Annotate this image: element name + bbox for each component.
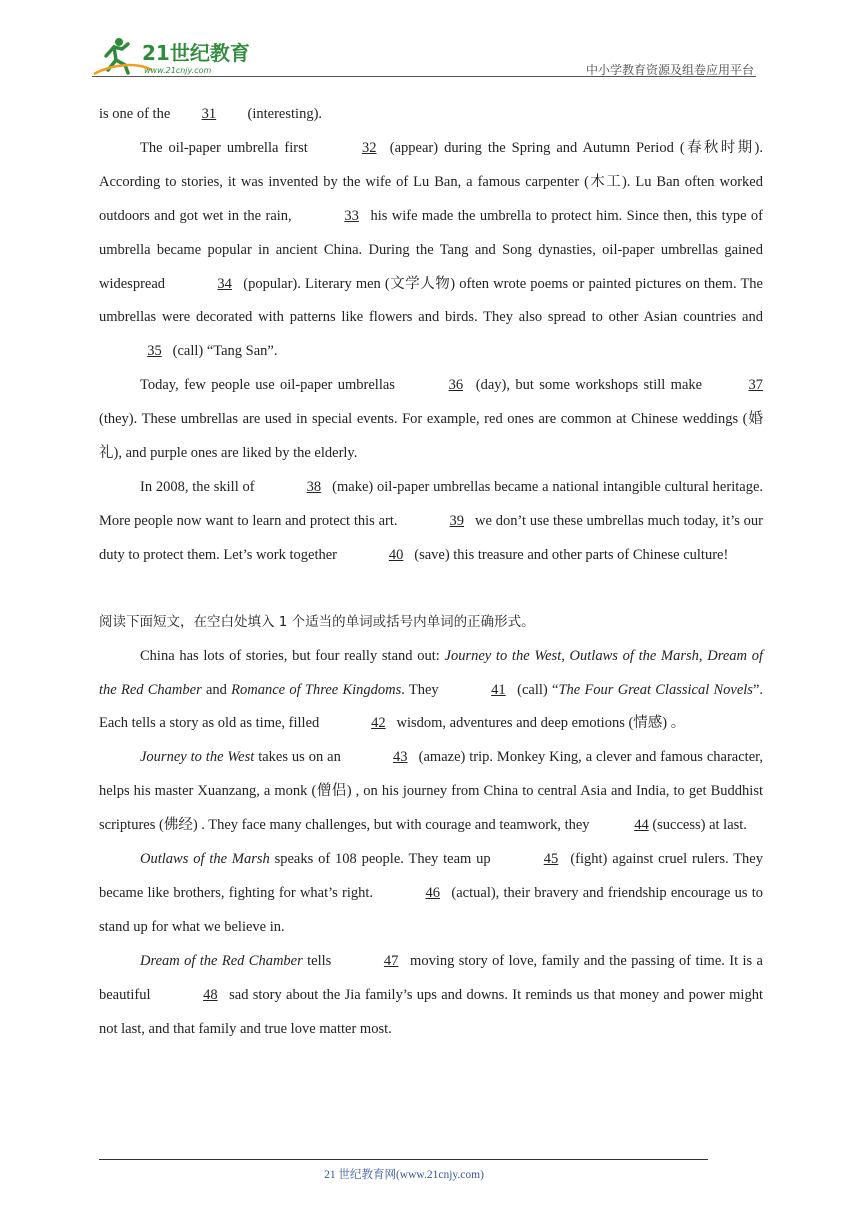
blank-32: 32 <box>362 139 377 156</box>
book-title: Romance of Three Kingdoms <box>231 681 402 698</box>
text: ”. Each tells a story as old as time, filled <box>99 681 763 732</box>
text: (make) oil-paper umbrellas became a national intangible cultural heritage. More people now want to learn and protect this art. <box>99 478 763 529</box>
header-platform-text: 中小学教育资源及组卷应用平台 <box>585 63 754 77</box>
section-instruction <box>99 606 763 640</box>
blank-41: 41 <box>491 681 506 698</box>
text: (call) “ <box>512 681 559 698</box>
paragraph-2 <box>99 132 763 369</box>
blank-37: 37 <box>748 377 763 394</box>
document-body <box>99 98 763 1046</box>
paragraph-3 <box>99 369 763 471</box>
book-title: Journey to the West <box>140 749 255 766</box>
text: moving story of love, family and the passing of time. It is a beautiful <box>99 952 763 1003</box>
page-header <box>92 34 756 78</box>
text: (actual), their bravery and friendship encourage us to stand up for what we believe in. <box>99 884 763 935</box>
text: In 2008, the skill of <box>140 478 259 495</box>
text: sad story about the Jia family’s ups and downs. It reminds us that money and power might not last, and that family and true love matter most. <box>99 986 763 1037</box>
instruction-text: 阅读下面短文，在空白处填入 1 个适当的单词或括号内单词的正确形式。 <box>99 613 535 630</box>
text: tells <box>302 952 336 969</box>
text: takes us on an <box>254 749 345 766</box>
text: speaks of 108 people. They team up <box>269 851 496 868</box>
blank-42: 42 <box>371 715 386 732</box>
site-logo <box>92 34 262 78</box>
text: (interesting). <box>243 106 323 122</box>
blank-38: 38 <box>306 478 322 495</box>
book-title: Dream of the Red Chamber <box>140 952 303 969</box>
book-titles: Journey to the West, Outlaws of the Marsh, Dream of the Red Chamber <box>99 647 763 698</box>
blank-34: 34 <box>217 275 232 292</box>
paragraph-7 <box>99 843 763 945</box>
text: (day), but some workshops still make <box>470 377 708 394</box>
text: (they). These umbrellas are used in special events. For example, red ones are common at Chinese weddings (婚礼), and purple ones are liked by the elderly. <box>99 411 763 462</box>
header-divider <box>92 76 756 77</box>
text: (call) “Tang San”. <box>169 343 278 360</box>
text: . They <box>401 681 443 698</box>
blank-44: 44 <box>634 817 649 834</box>
text: his wife made the umbrella to protect him. Since then, this type of umbrella became popular in ancient China. During the Tang and Song dynasties, oil-paper umbrellas gained widespread <box>99 207 764 292</box>
text: China has lots of stories, but four really stand out: <box>140 647 445 664</box>
text: is one of the <box>99 106 174 122</box>
book-title: Outlaws of the Marsh <box>140 851 270 868</box>
text: wisdom, adventures and deep emotions (情感) 。 <box>392 715 686 732</box>
blank-39: 39 <box>449 512 465 529</box>
svg-text:www.21cnjy.com: www.21cnjy.com <box>144 66 212 75</box>
text: (amaze) trip. Monkey King, a clever and famous character, helps his master Xuanzang, a monk (僧侣) , on his journey from China to central Asia and India, to get Buddhist scriptures (佛经) . They face many challenges, but with courage and teamwork, they <box>99 749 763 834</box>
svg-text:21世纪教育: 21世纪教育 <box>142 41 250 65</box>
blank-40: 40 <box>388 546 404 563</box>
paragraph-5 <box>99 640 763 742</box>
blank-46: 46 <box>425 884 440 901</box>
text: (appear) during the Spring and Autumn Period (春秋时期). According to stories, it was invented by the wife of Lu Ban, a famous carpenter (木工). Lu Ban often worked outdoors and got wet in the rain, <box>99 139 763 224</box>
paragraph-8 <box>99 945 763 1047</box>
text: we don’t use these umbrellas much today, it’s our duty to protect them. Let’s work together <box>99 512 763 563</box>
footer-divider <box>99 1159 708 1160</box>
text: and <box>201 681 232 698</box>
text: Today, few people use oil-paper umbrellas <box>140 377 401 394</box>
blank-45: 45 <box>543 851 559 868</box>
paragraph-6 <box>99 741 763 843</box>
blank-33: 33 <box>344 207 359 224</box>
text: (success) at last. <box>648 817 747 834</box>
text: (popular). Literary men (文学人物) often wrote poems or painted pictures on them. The umbrellas were decorated with patterns like flowers and birds. They also spread to other Asian countries and <box>99 275 763 326</box>
blank-47: 47 <box>383 952 399 969</box>
book-series-title: The Four Great Classical Novels <box>558 681 753 698</box>
text: (fight) against cruel rulers. They became like brothers, fighting for what’s right. <box>99 851 763 901</box>
text: (save) this treasure and other parts of Chinese culture! <box>410 546 729 563</box>
blank-43: 43 <box>393 749 408 766</box>
paragraph-4 <box>99 471 763 573</box>
paragraph-1 <box>99 98 763 132</box>
page-footer: 21 世纪教育网(www.21cnjy.com) <box>324 1169 484 1181</box>
text: The oil-paper umbrella first <box>140 139 314 156</box>
blank-48: 48 <box>203 986 218 1003</box>
blank-35: 35 <box>147 343 162 360</box>
blank-31: 31 <box>201 106 217 122</box>
blank-36: 36 <box>448 377 464 394</box>
